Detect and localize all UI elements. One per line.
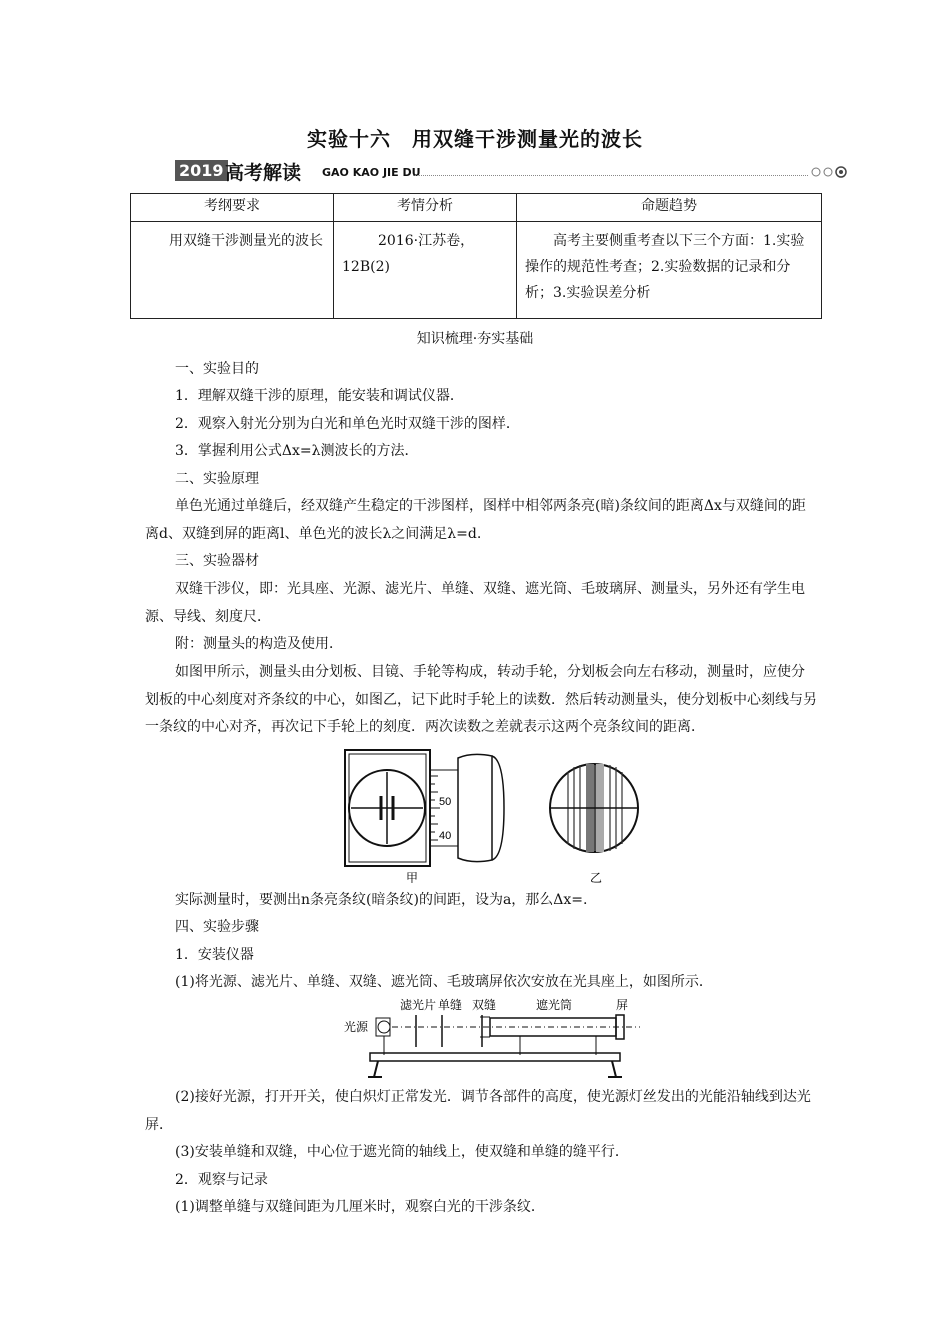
label-double-slit: 双缝 bbox=[472, 998, 497, 1012]
section-heading: 知识梳理·夯实基础 bbox=[416, 331, 534, 347]
paragraph: 3．掌握利用公式Δx=λ测波长的方法． bbox=[175, 443, 419, 459]
apparatus-figure bbox=[340, 995, 650, 1085]
page-title: 实验十六 用双缝干涉测量光的波长 bbox=[307, 127, 643, 151]
heading-purpose: 一、实验目的 bbox=[175, 361, 259, 377]
label-light-source: 光源 bbox=[344, 1020, 369, 1034]
paragraph: (3)安装单缝和双缝，中心位于遮光筒的轴线上，使双缝和单缝的缝平行． bbox=[175, 1144, 629, 1160]
measuring-head-figure bbox=[342, 748, 642, 883]
paragraph: 2．观察入射光分别为白光和单色光时双缝干涉的图样． bbox=[175, 416, 520, 432]
paragraph: 实际测量时，要测出n条亮条纹(暗条纹)的间距，设为a，那么Δx=. bbox=[175, 892, 588, 908]
paragraph: 1．安装仪器 bbox=[175, 947, 254, 963]
paragraph: 附：测量头的构造及使用． bbox=[175, 636, 343, 652]
table-header-row bbox=[131, 194, 822, 222]
table-header: 命题趋势 bbox=[517, 194, 822, 222]
exam-requirements-table bbox=[130, 193, 822, 319]
scale-label-50: 50 bbox=[439, 796, 452, 808]
label-filter: 滤光片 bbox=[400, 998, 437, 1012]
table-header: 考情分析 bbox=[334, 194, 517, 222]
heading-steps: 四、实验步骤 bbox=[175, 919, 259, 935]
table-cell: 2016·江苏卷，12B(2) bbox=[334, 222, 517, 319]
figure-caption-b: 乙 bbox=[590, 871, 603, 883]
paragraph: (1)调整单缝与双缝间距为几厘米时，观察白光的干涉条纹． bbox=[175, 1199, 545, 1215]
banner-rule bbox=[413, 175, 808, 176]
paragraph: 1．理解双缝干涉的原理，能安装和调试仪器． bbox=[175, 388, 464, 404]
exam-banner bbox=[175, 158, 850, 184]
banner-subtitle: GAO KAO JIE DU bbox=[322, 166, 421, 179]
table-row bbox=[131, 222, 822, 319]
heading-principle: 二、实验原理 bbox=[175, 471, 259, 487]
banner-dots-icon bbox=[810, 166, 850, 178]
paragraph: 单色光通过单缝后，经双缝产生稳定的干涉图样，图样中相邻两条亮(暗)条纹间的距离Δx与双缝间的距离d、双缝到屏的距离l、单色光的波长λ之间满足λ=d. bbox=[145, 498, 806, 542]
figure-caption-a: 甲 bbox=[406, 871, 419, 883]
paragraph: (2)接好光源，打开开关，使白炽灯正常发光．调节各部件的高度，使光源灯丝发出的光能沿轴线到达光屏． bbox=[145, 1089, 811, 1133]
paragraph: 如图甲所示，测量头由分划板、目镜、手轮等构成，转动手轮，分划板会向左右移动，测量时，应使分划板的中心刻度对齐条纹的中心，如图乙，记下此时手轮上的读数．然后转动测量头，使分划板中心刻线与另一条纹的中心对齐，再次记下手轮上的刻度．两次读数之差就表示这两个亮条纹间的距离． bbox=[145, 664, 817, 735]
heading-observe: 2．观察与记录 bbox=[175, 1172, 268, 1188]
table-cell: 用双缝干涉测量光的波长 bbox=[131, 222, 334, 319]
label-single-slit: 单缝 bbox=[438, 998, 463, 1012]
table-cell: 高考主要侧重考查以下三个方面：1.实验操作的规范性考查；2.实验数据的记录和分析；3.实验误差分析 bbox=[517, 222, 822, 319]
paragraph: (1)将光源、滤光片、单缝、双缝、遮光筒、毛玻璃屏依次安放在光具座上，如图所示． bbox=[175, 974, 713, 990]
label-tube: 遮光筒 bbox=[536, 998, 573, 1012]
banner-title: 高考解读 bbox=[225, 162, 302, 184]
banner-year: 2019 bbox=[175, 160, 228, 181]
scale-label-40: 40 bbox=[439, 830, 452, 842]
paragraph: 双缝干涉仪，即：光具座、光源、滤光片、单缝、双缝、遮光筒、毛玻璃屏、测量头，另外还有学生电源、导线、刻度尺． bbox=[145, 581, 805, 625]
label-screen: 屏 bbox=[616, 998, 629, 1012]
heading-equipment: 三、实验器材 bbox=[175, 553, 259, 569]
table-header: 考纲要求 bbox=[131, 194, 334, 222]
